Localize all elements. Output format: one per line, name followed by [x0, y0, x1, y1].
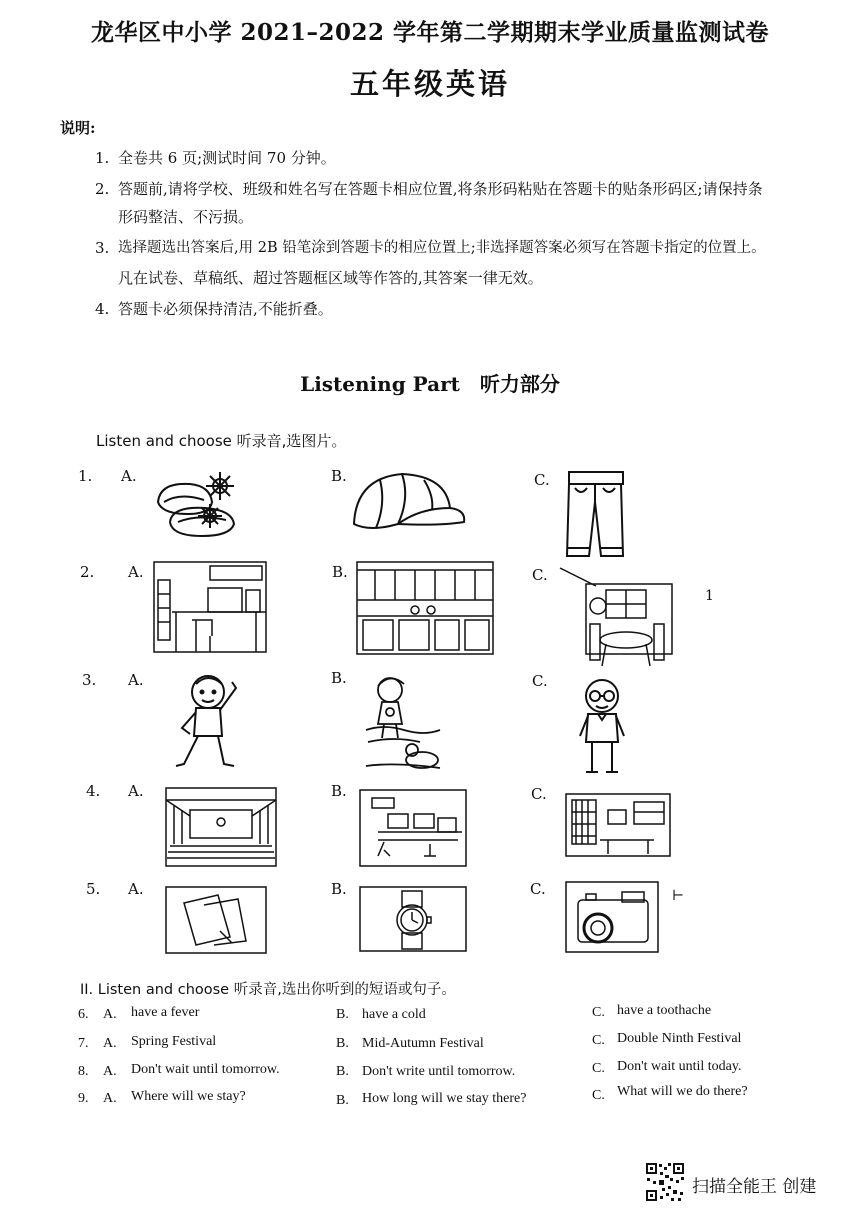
instruction-3-line-2: 凡在试卷、草稿纸、超过答题框区域等作答的,其答案一律无效。	[118, 269, 543, 287]
q4-option-c-letter: C.	[531, 785, 547, 803]
q1-option-b-letter: B.	[331, 467, 347, 485]
q6-number: 6.	[78, 1007, 89, 1022]
q9-option-a: Where will we stay?	[131, 1089, 246, 1104]
q3-option-a-letter: A.	[128, 671, 144, 689]
q2-option-b-letter: B.	[332, 563, 348, 581]
q6-option-b: have a cold	[362, 1007, 426, 1022]
trousers-icon[interactable]	[563, 468, 629, 564]
theater-icon[interactable]	[164, 786, 278, 868]
q6-option-c-letter: C.	[592, 1005, 605, 1020]
q3-option-c-letter: C.	[532, 672, 548, 690]
q8-option-a: Don't wait until tomorrow.	[131, 1062, 280, 1077]
q6-option-a: have a fever	[131, 1005, 200, 1020]
dining-room-icon[interactable]	[556, 566, 676, 670]
instruction-3-line-1: 选择题选出答案后,用 2B 铅笔涂到答题卡的相应位置上;非选择题答案必须写在答题卡指定的位置上。	[118, 240, 766, 256]
watch-icon[interactable]	[358, 885, 468, 953]
q8-number: 8.	[78, 1064, 89, 1079]
q6-option-a-letter: A.	[103, 1007, 117, 1022]
instructions-label: 说明:	[60, 119, 96, 137]
q8-option-b: Don't write until tomorrow.	[362, 1064, 516, 1079]
instruction-1-num: 1.	[95, 149, 110, 167]
q5-option-b-letter: B.	[331, 880, 347, 898]
q1-option-a-letter: A.	[121, 467, 137, 485]
q7-option-a: Spring Festival	[131, 1034, 217, 1049]
girl-at-pond-icon[interactable]	[364, 672, 442, 772]
q8-option-a-letter: A.	[103, 1064, 117, 1079]
scanner-text: 扫描全能王 创建	[692, 1177, 817, 1197]
q6-option-c: have a toothache	[617, 1003, 712, 1018]
q1-option-c-letter: C.	[534, 471, 550, 489]
q7-option-c-letter: C.	[592, 1033, 605, 1048]
boy-with-glasses-icon[interactable]	[578, 676, 626, 776]
scanner-watermark	[645, 1160, 845, 1204]
q1-number: 1.	[78, 467, 93, 485]
q9-option-c: What will we do there?	[617, 1084, 748, 1099]
exam-title: 龙华区中小学 2021–2022 学年第二学期期末学业质量监测试卷	[90, 19, 770, 46]
q9-option-b: How long will we stay there?	[362, 1091, 527, 1106]
part1-label: Listen and choose 听录音,选图片。	[96, 432, 347, 450]
q8-option-c-letter: C.	[592, 1061, 605, 1076]
library-icon[interactable]	[564, 792, 672, 858]
instruction-2-line-2: 形码整洁、不污损。	[118, 208, 254, 226]
q2-option-c-letter: C.	[532, 566, 548, 584]
q9-option-a-letter: A.	[103, 1091, 117, 1106]
q7-option-a-letter: A.	[103, 1036, 117, 1051]
q5-option-a-letter: A.	[128, 880, 144, 898]
q5-number: 5.	[86, 880, 101, 898]
instruction-4-line-1: 答题卡必须保持清洁,不能折叠。	[118, 300, 333, 318]
q8-option-b-letter: B.	[336, 1064, 349, 1079]
q7-option-c: Double Ninth Festival	[617, 1031, 742, 1046]
stray-mark-2: ⊢	[672, 888, 685, 904]
q7-option-b-letter: B.	[336, 1036, 349, 1051]
q9-option-b-letter: B.	[336, 1093, 349, 1108]
q6-option-b-letter: B.	[336, 1007, 349, 1022]
instruction-4-num: 4.	[95, 300, 110, 318]
q7-number: 7.	[78, 1036, 89, 1051]
q8-option-c: Don't wait until today.	[617, 1059, 742, 1074]
cap-icon[interactable]	[350, 468, 468, 538]
q5-option-c-letter: C.	[530, 880, 546, 898]
q2-option-a-letter: A.	[128, 563, 144, 581]
instruction-2-line-1: 答题前,请将学校、班级和姓名写在答题卡相应位置,将条形码粘贴在答题卡的贴条形码区;请保持条	[118, 180, 763, 198]
instruction-3-num: 3.	[95, 239, 110, 257]
instruction-2-num: 2.	[95, 180, 110, 198]
q3-option-b-letter: B.	[331, 669, 347, 687]
qr-code-icon	[645, 1162, 685, 1202]
study-room-icon[interactable]	[152, 560, 268, 654]
camera-icon[interactable]	[564, 880, 660, 954]
boy-doing-kungfu-icon[interactable]	[174, 670, 246, 772]
part2-label: II. Listen and choose 听录音,选出你听到的短语或句子。	[80, 982, 456, 998]
stray-mark: 1	[705, 588, 714, 604]
q4-option-b-letter: B.	[331, 782, 347, 800]
instruction-1-line-1: 全卷共 6 页;测试时间 70 分钟。	[118, 149, 336, 167]
q9-number: 9.	[78, 1091, 89, 1106]
q4-option-a-letter: A.	[128, 782, 144, 800]
exam-subtitle: 五年级英语	[349, 67, 510, 101]
section-title: Listening Part 听力部分	[300, 372, 560, 396]
q3-number: 3.	[82, 671, 97, 689]
q9-option-c-letter: C.	[592, 1088, 605, 1103]
sandals-icon[interactable]	[150, 462, 260, 542]
q2-number: 2.	[80, 563, 95, 581]
kitchen-icon[interactable]	[355, 560, 495, 656]
q4-number: 4.	[86, 782, 101, 800]
papers-icon[interactable]	[164, 885, 268, 955]
q7-option-b: Mid-Autumn Festival	[362, 1036, 484, 1051]
computer-lab-icon[interactable]	[358, 788, 468, 868]
